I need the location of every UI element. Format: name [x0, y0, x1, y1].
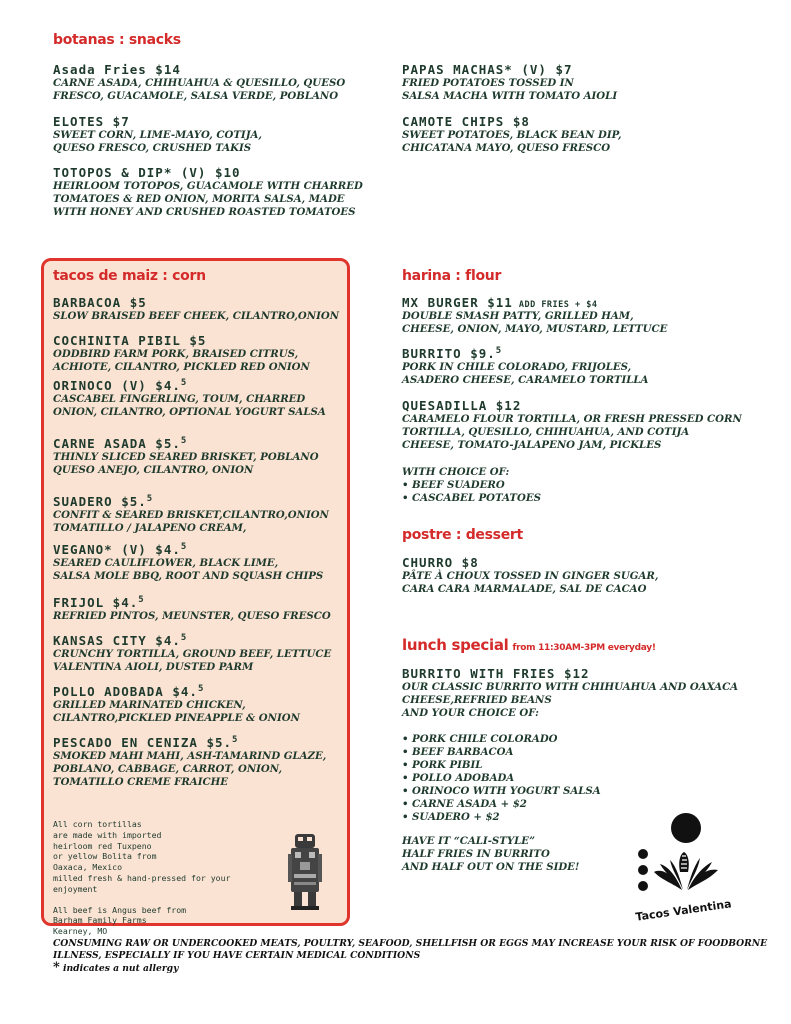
item-name	[53, 595, 331, 610]
item-name: CAMOTE CHIPS $8	[402, 114, 530, 129]
item-name	[53, 684, 300, 699]
item-desc: HALF FRIES IN BURRITO	[402, 848, 550, 860]
menu-item-churro	[402, 555, 658, 596]
item-desc: QUESO FRESCO, CRUSHED TAKIS	[53, 142, 252, 154]
menu-item-mx-burger	[402, 295, 667, 336]
item-desc: PÂTE À CHOUX TOSSED IN GINGER SUGAR,	[402, 570, 659, 582]
item-desc: CARAMELO FLOUR TORTILLA, OR FRESH PRESSED CORN	[402, 413, 742, 425]
menu-item-burrito-with-fries	[402, 666, 738, 720]
add-fries-note: ADD FRIES + $4	[518, 300, 598, 310]
item-name-text: BARBACOA $5	[53, 295, 147, 310]
item-name	[53, 735, 326, 750]
price-superscript: 5	[197, 684, 205, 694]
item-desc: SMOKED MAHI MAHI, ASH-TAMARIND GLAZE,	[53, 750, 327, 763]
choice-option: • BEEF SUADERO	[402, 479, 505, 491]
item-desc: TOMATOES & RED ONION, MORITA SALSA, MADE	[53, 193, 345, 205]
item-name: CHURRO $8	[402, 555, 479, 570]
item-name	[53, 436, 319, 451]
menu-item-taco	[53, 494, 329, 535]
menu-item-asada-fries	[53, 62, 345, 103]
item-name	[402, 295, 667, 310]
menu-item-taco	[53, 333, 310, 374]
lunch-title: lunch special	[402, 636, 509, 654]
menu-item-elotes	[53, 114, 262, 155]
item-desc: REFRIED PINTOS, MEUNSTER, QUESO FRESCO	[53, 610, 331, 623]
item-desc: ONION, CILANTRO, OPTIONAL YOGURT SALSA	[53, 406, 326, 419]
menu-item-burrito	[402, 346, 648, 387]
item-desc: THINLY SLICED SEARED BRISKET, POBLANO	[53, 451, 319, 464]
item-name: PAPAS MACHAS* (V) $7	[402, 62, 573, 77]
disclaimer-line: ILLNESS, ESPECIALLY IF YOU HAVE CERTAIN MEDICAL CONDITIONS	[53, 950, 421, 961]
price-superscript: 5	[180, 633, 188, 643]
item-desc: CHEESE, TOMATO-JALAPENO JAM, PICKLES	[402, 439, 662, 451]
section-title-botanas: botanas : snacks	[53, 32, 181, 48]
item-desc: TORTILLA, QUESILLO, CHIHUAHUA, AND COTIJA	[402, 426, 690, 438]
note-line: Kearney, MO	[53, 926, 108, 937]
allergy-note	[53, 962, 767, 975]
menu-item-taco	[53, 436, 319, 477]
item-name-text: MX BURGER $11	[402, 295, 513, 310]
item-desc: SWEET POTATOES, BLACK BEAN DIP,	[402, 129, 622, 141]
item-name	[53, 542, 323, 557]
menu-item-taco	[53, 633, 331, 674]
item-desc: PORK IN CHILE COLORADO, FRIJOLES,	[402, 361, 632, 374]
quesadilla-choice	[402, 466, 541, 505]
item-desc: SLOW BRAISED BEEF CHEEK, CILANTRO,ONION	[53, 310, 340, 322]
item-name-text: FRIJOL $4.	[53, 595, 139, 611]
menu-item-taco	[53, 295, 339, 323]
list-item: • CARNE ASADA + $2	[402, 798, 527, 810]
item-desc: TOMATILLO / JALAPENO CREAM,	[53, 522, 247, 535]
item-desc: GRILLED MARINATED CHICKEN,	[53, 699, 246, 712]
item-desc: CRUNCHY TORTILLA, GROUND BEEF, LETTUCE	[53, 648, 332, 661]
menu-item-taco	[53, 378, 326, 419]
choice-label: WITH CHOICE OF:	[402, 466, 510, 478]
note-line: All corn tortillas	[53, 819, 142, 829]
list-item: • BEEF BARBACOA	[402, 746, 514, 758]
price-superscript: 5	[495, 346, 503, 356]
item-desc: HAVE IT “CALI-STYLE”	[402, 835, 535, 847]
menu-item-taco	[53, 735, 326, 789]
footer-disclaimer	[53, 938, 767, 975]
item-name-text: SUADERO $5.	[53, 494, 147, 510]
price-superscript: 5	[146, 494, 154, 504]
item-desc: CARA CARA MARMALADE, SAL DE CACAO	[402, 583, 647, 595]
menu-item-taco	[53, 684, 300, 725]
note-line: heirloom red Tuxpeno	[53, 840, 152, 851]
item-desc: HEIRLOOM TOTOPOS, GUACAMOLE WITH CHARRED	[53, 180, 363, 192]
item-desc: WITH HONEY AND CRUSHED ROASTED TOMATOES	[53, 206, 356, 218]
item-desc: SALSA MACHA WITH TOMATO AIOLI	[402, 90, 618, 102]
item-desc: VALENTINA AIOLI, DUSTED PARM	[53, 661, 254, 674]
tortilla-note	[53, 819, 230, 937]
cali-style-note	[402, 835, 579, 874]
section-title-lunch	[402, 636, 656, 654]
item-desc: CHEESE, ONION, MAYO, MUSTARD, LETTUCE	[402, 323, 668, 335]
item-desc: ASADERO CHEESE, CARAMELO TORTILLA	[402, 374, 649, 387]
item-name-text: KANSAS CITY $4.	[53, 633, 181, 649]
item-desc: CHEESE,REFRIED BEANS	[402, 694, 552, 706]
item-name	[53, 494, 329, 509]
item-desc: CILANTRO,PICKLED PINEAPPLE & ONION	[53, 712, 300, 725]
item-name	[53, 633, 331, 648]
item-name	[53, 333, 310, 348]
item-desc: SWEET CORN, LIME-MAYO, COTIJA,	[53, 129, 262, 141]
list-item: • PORK PIBIL	[402, 759, 483, 771]
note-line: or yellow Bolita from	[53, 851, 157, 862]
item-name: ELOTES $7	[53, 114, 130, 129]
price-superscript: 5	[138, 595, 145, 605]
price-superscript: 5	[180, 542, 188, 552]
item-name-text: BURRITO $9.	[402, 346, 496, 362]
item-desc: POBLANO, CABBAGE, CARROT, ONION,	[53, 763, 282, 776]
item-desc: CARNE ASADA, CHIHUAHUA & QUESILLO, QUESO	[53, 77, 346, 89]
note-line: Oaxaca, Mexico	[53, 862, 123, 873]
item-name	[53, 295, 339, 310]
list-item: • SUADERO + $2	[402, 811, 500, 823]
note-line: Barham Family Farms	[53, 915, 147, 926]
tacos-valentina-logo-icon	[632, 810, 734, 928]
note-line: are made with imported	[53, 829, 162, 840]
price-superscript: 5	[180, 378, 188, 388]
item-desc: TOMATILLO CREME FRAICHE	[53, 776, 228, 789]
item-desc: FRIED POTATOES TOSSED IN	[402, 77, 574, 89]
aztec-statue-icon	[286, 832, 324, 912]
list-item: • PORK CHILE COLORADO	[402, 733, 558, 745]
menu-item-camote-chips	[402, 114, 622, 155]
item-name-text: PESCADO EN CENIZA $5.	[53, 735, 233, 751]
item-name-text: CARNE ASADA $5.	[53, 436, 181, 452]
item-desc: OUR CLASSIC BURRITO WITH CHIHUAHUA AND OAXACA	[402, 681, 739, 693]
item-name: QUESADILLA $12	[402, 398, 522, 413]
price-superscript: 5	[232, 735, 239, 745]
choice-option: • CASCABEL POTATOES	[402, 492, 542, 504]
note-line	[53, 895, 230, 905]
menu-item-taco	[53, 542, 323, 583]
price-superscript: 5	[180, 436, 188, 446]
item-desc: SALSA MOLE BBQ, ROOT AND SQUASH CHIPS	[53, 570, 324, 583]
item-name: TOTOPOS & DIP* (V) $10	[53, 165, 241, 180]
section-title-postre: postre : dessert	[402, 527, 523, 543]
list-item: • POLLO ADOBADA	[402, 772, 515, 784]
item-desc: AND YOUR CHOICE OF:	[402, 707, 539, 719]
item-desc: CHICATANA MAYO, QUESO FRESCO	[402, 142, 611, 154]
item-name-text: COCHINITA PIBIL $5	[53, 333, 207, 348]
item-name	[53, 378, 326, 393]
allergy-star: *	[53, 960, 60, 975]
item-name-text: POLLO ADOBADA $4.	[53, 684, 198, 700]
menu-item-quesadilla	[402, 398, 742, 452]
section-title-harina: harina : flour	[402, 268, 502, 284]
item-desc: FRESCO, GUACAMOLE, SALSA VERDE, POBLANO	[53, 90, 339, 102]
item-name-text: VEGANO* (V) $4.	[53, 542, 181, 558]
item-name	[402, 346, 648, 361]
note-line: enjoyment	[53, 883, 98, 894]
logo-text: Tacos Valentina	[634, 897, 733, 924]
item-desc: DOUBLE SMASH PATTY, GRILLED HAM,	[402, 310, 634, 322]
menu-item-papas-machas	[402, 62, 617, 103]
item-desc: SEARED CAULIFLOWER, BLACK LIME,	[53, 557, 279, 570]
section-title-tacos: tacos de maiz : corn	[53, 268, 206, 284]
list-item: • ORINOCO WITH YOGURT SALSA	[402, 785, 601, 797]
note-line: milled fresh & hand-pressed for your	[53, 872, 231, 883]
item-desc: ACHIOTE, CILANTRO, PICKLED RED ONION	[53, 361, 310, 373]
allergy-note-text: indicates a nut allergy	[59, 963, 179, 974]
lunch-hours: from 11:30AM-3PM everyday!	[512, 643, 656, 653]
note-line: All beef is Angus beef from	[53, 904, 187, 915]
item-desc: CONFIT & SEARED BRISKET,CILANTRO,ONION	[53, 509, 329, 522]
item-name: BURRITO WITH FRIES $12	[402, 666, 590, 681]
menu-item-taco	[53, 595, 331, 623]
lunch-options-list	[402, 733, 601, 824]
item-name: Asada Fries $14	[53, 62, 181, 77]
item-desc: ODDBIRD FARM PORK, BRAISED CITRUS,	[53, 348, 299, 360]
disclaimer-line: CONSUMING RAW OR UNDERCOOKED MEATS, POULTRY, SEAFOOD, SHELLFISH OR EGGS MAY INCREASE YOUR RISK OF FOODBORNE	[53, 938, 768, 949]
item-name-text: ORINOCO (V) $4.	[53, 378, 181, 394]
menu-item-totopos	[53, 165, 363, 219]
item-desc: QUESO ANEJO, CILANTRO, ONION	[53, 464, 254, 477]
item-desc: CASCABEL FINGERLING, TOUM, CHARRED	[53, 393, 306, 406]
item-desc: AND HALF OUT ON THE SIDE!	[402, 861, 580, 873]
